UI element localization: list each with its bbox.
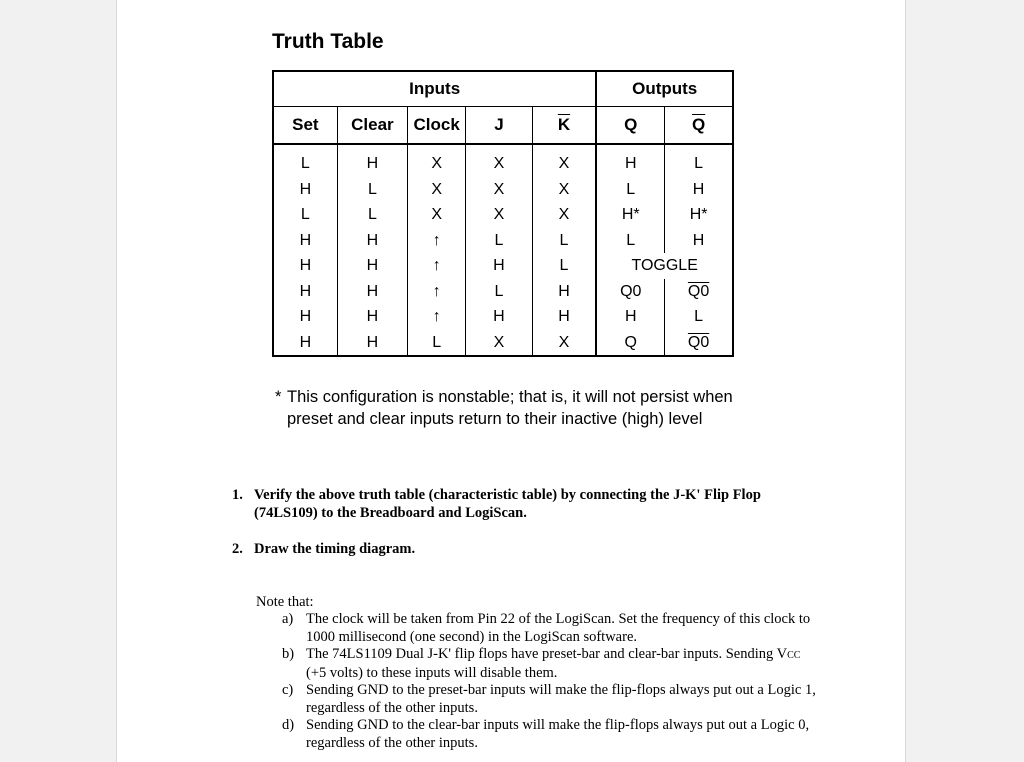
- cell-clock: ↑: [408, 253, 466, 279]
- table-row: [273, 177, 733, 203]
- note-item-text: Sending GND to the clear-bar inputs will make the flip-flops always put out a Logic 0, regardless of the other inputs.: [306, 717, 810, 751]
- note-item-label: c): [282, 682, 294, 698]
- cell-clock: X: [408, 144, 466, 177]
- cell-q-bar: L: [665, 304, 733, 330]
- footnote: [275, 386, 775, 430]
- question-text: Draw the timing diagram.: [254, 541, 416, 557]
- note-item-text: The clock will be taken from Pin 22 of the LogiScan. Set the frequency of this clock to 1000 millisecond (one second) in the LogiScan software.: [306, 611, 811, 645]
- note-item: [256, 682, 816, 717]
- column-header-row: [273, 107, 733, 145]
- cell-set: L: [300, 155, 310, 172]
- cell-clock: X: [408, 202, 466, 228]
- cell-q: H*: [596, 202, 664, 228]
- cell-set: H: [299, 257, 312, 274]
- cell-j: X: [466, 330, 532, 357]
- outputs-group-header: Outputs: [596, 71, 733, 107]
- cell-clear: H: [337, 330, 407, 357]
- cell-q-bar: H*: [665, 202, 733, 228]
- cell-toggle: TOGGLE: [596, 253, 733, 279]
- cell-j: L: [466, 279, 532, 305]
- cell-q: Q: [596, 330, 664, 357]
- col-header-clear: Clear: [337, 107, 407, 145]
- table-row: [273, 279, 733, 305]
- question-number: 1.: [232, 487, 243, 503]
- question-2: [232, 540, 812, 558]
- cell-j: X: [466, 202, 532, 228]
- col-header-j: J: [466, 107, 532, 145]
- table-row: [273, 202, 733, 228]
- cell-q-bar: L: [665, 144, 733, 177]
- cell-clock: ↑: [408, 304, 466, 330]
- cell-j: X: [466, 144, 532, 177]
- table-row: [273, 304, 733, 330]
- note-item-label: d): [282, 717, 295, 733]
- col-header-clock: Clock: [408, 107, 466, 145]
- cell-clear: H: [337, 144, 407, 177]
- cell-k-bar: H: [532, 304, 596, 330]
- note-item-label: a): [282, 611, 294, 627]
- vcc-subscript: CC: [787, 650, 801, 661]
- col-header-q: Q: [596, 107, 664, 145]
- cell-clock: ↑: [408, 228, 466, 254]
- cell-j: H: [466, 253, 532, 279]
- cell-k-bar: X: [532, 202, 596, 228]
- cell-q-bar: Q0: [665, 330, 733, 357]
- note-heading: Note that:: [256, 594, 314, 610]
- note-item-text-pre: The 74LS1109 Dual J-K' flip flops have preset-bar and clear-bar inputs. Sending V: [306, 646, 788, 662]
- table-row: [273, 253, 733, 279]
- cell-j: L: [466, 228, 532, 254]
- footnote-asterisk: *: [275, 388, 282, 406]
- col-header-k-bar: $\overline{K}$: [532, 107, 596, 145]
- cell-clear: H: [337, 228, 407, 254]
- cell-q: L: [596, 177, 664, 203]
- cell-set: L: [300, 206, 310, 223]
- note-item: [256, 646, 816, 682]
- note-item: [256, 611, 816, 646]
- cell-clock: X: [408, 177, 466, 203]
- cell-clear: H: [337, 279, 407, 305]
- cell-j: X: [466, 177, 532, 203]
- note-item-label: b): [282, 646, 295, 662]
- cell-k-bar: X: [532, 330, 596, 357]
- table-row: [273, 144, 733, 177]
- table-row: [273, 330, 733, 357]
- truth-table: [272, 70, 734, 357]
- col-header-set: Set: [273, 107, 337, 145]
- cell-set: H: [299, 308, 312, 325]
- cell-k-bar: X: [532, 144, 596, 177]
- cell-clock: L: [408, 330, 466, 357]
- note-item-text-post: (+5 volts) to these inputs will disable them.: [306, 664, 558, 681]
- cell-clear: H: [337, 304, 407, 330]
- question-1: [232, 486, 812, 522]
- note-item-text: [306, 646, 800, 681]
- cell-k-bar: L: [532, 228, 596, 254]
- question-text: Verify the above truth table (characteristic table) by connecting the J-K' Flip Flop (74LS109) to the Breadboard and LogiScan.: [254, 487, 761, 521]
- inputs-group-header: Inputs: [273, 71, 596, 107]
- cell-q: L: [596, 228, 664, 254]
- page-title: Truth Table: [272, 30, 384, 53]
- table-row: [273, 228, 733, 254]
- footnote-text: This configuration is nonstable; that is, it will not persist when preset and clear inputs return to their inactive (high) level: [287, 388, 733, 428]
- note-item: [256, 717, 816, 752]
- cell-q-bar: Q0: [665, 279, 733, 305]
- cell-clear: L: [337, 202, 407, 228]
- cell-set: H: [299, 333, 312, 351]
- cell-set: H: [299, 180, 312, 198]
- cell-k-bar: X: [532, 177, 596, 203]
- note-item-text: Sending GND to the preset-bar inputs will make the flip-flops always put out a Logic 1, regardless of the other inputs.: [306, 682, 816, 716]
- cell-clear: L: [337, 177, 407, 203]
- cell-k-bar: H: [532, 279, 596, 305]
- cell-q: H: [596, 144, 664, 177]
- question-number: 2.: [232, 541, 243, 557]
- cell-clock: ↑: [408, 279, 466, 305]
- cell-set: H: [299, 231, 312, 249]
- cell-clear: H: [337, 253, 407, 279]
- cell-q: H: [596, 304, 664, 330]
- cell-j: H: [466, 304, 532, 330]
- cell-q-bar: H: [665, 177, 733, 203]
- document-page: [116, 0, 906, 762]
- cell-q-bar: H: [665, 228, 733, 254]
- cell-q: Q0: [596, 279, 664, 305]
- cell-set: H: [299, 282, 312, 300]
- cell-k-bar: L: [532, 253, 596, 279]
- group-header-row: [273, 71, 733, 107]
- note-block: [256, 593, 816, 752]
- col-header-q-bar: $\overline{Q}$: [665, 107, 733, 145]
